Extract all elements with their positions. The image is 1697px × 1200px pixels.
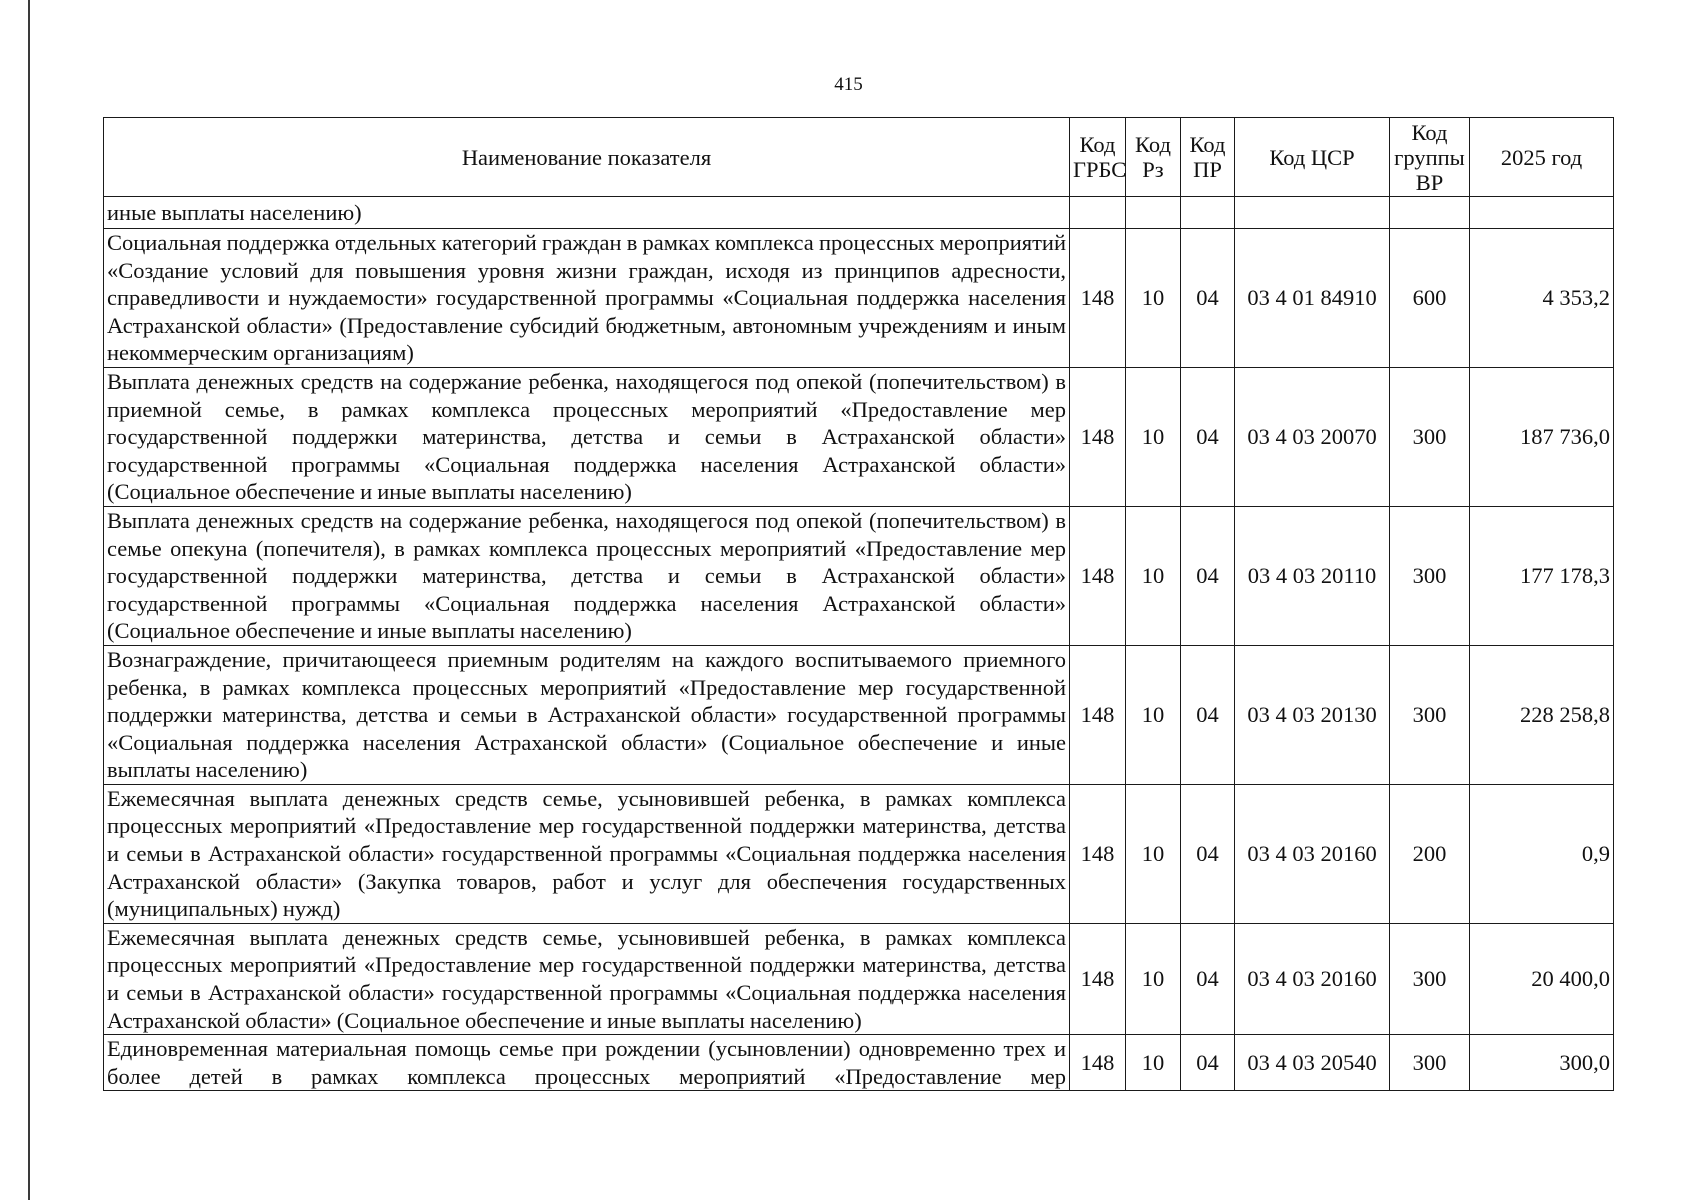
- cell-grbs: 148: [1070, 1035, 1126, 1091]
- cell-amount: 0,9: [1470, 784, 1614, 923]
- cell-name: Ежемесячная выплата денежных средств семье, усыновившей ребенка, в рамках комплекса процессных мероприятий «Предоставление мер государственной поддержки материнства, детства и семьи в Астраханской области» государственной программы «Социальная поддержка населения Астраханской области» (Закупка товаров, работ и услуг для обеспечения государственных (муниципальных) нужд): [104, 784, 1070, 923]
- cell-pr: [1181, 197, 1235, 229]
- cell-rz: 10: [1126, 784, 1181, 923]
- table-row: [104, 1035, 1614, 1091]
- table-row: [104, 784, 1614, 923]
- cell-csr: 03 4 03 20130: [1235, 645, 1390, 784]
- cell-csr: 03 4 03 20160: [1235, 923, 1390, 1034]
- header-vr: Код группы ВР: [1390, 118, 1470, 197]
- table-body: [104, 197, 1614, 1091]
- header-year: 2025 год: [1470, 118, 1614, 197]
- cell-rz: 10: [1126, 367, 1181, 506]
- cell-pr: 04: [1181, 645, 1235, 784]
- cell-vr: [1390, 197, 1470, 229]
- cell-vr: 300: [1390, 923, 1470, 1034]
- cell-grbs: [1070, 197, 1126, 229]
- cell-amount: 177 178,3: [1470, 506, 1614, 645]
- cell-vr: 300: [1390, 645, 1470, 784]
- cell-grbs: 148: [1070, 645, 1126, 784]
- table-row: [104, 367, 1614, 506]
- cell-rz: 10: [1126, 923, 1181, 1034]
- header-rz: Код Рз: [1126, 118, 1181, 197]
- cell-vr: 600: [1390, 229, 1470, 368]
- cell-grbs: 148: [1070, 229, 1126, 368]
- table-header-row: [104, 118, 1614, 197]
- cell-pr: 04: [1181, 784, 1235, 923]
- cell-name: Выплата денежных средств на содержание ребенка, находящегося под опекой (попечительством) в семье опекуна (попечителя), в рамках комплекса процессных мероприятий «Предоставление мер государственной поддержки материнства, детства и семьи в Астраханской области» государственной программы «Социальная поддержка населения Астраханской области» (Социальное обеспечение и иные выплаты населению): [104, 506, 1070, 645]
- budget-table: [103, 117, 1614, 1091]
- cell-csr: 03 4 01 84910: [1235, 229, 1390, 368]
- cell-csr: 03 4 03 20160: [1235, 784, 1390, 923]
- cell-vr: 300: [1390, 1035, 1470, 1091]
- header-grbs: Код ГРБС: [1070, 118, 1126, 197]
- cell-csr: 03 4 03 20070: [1235, 367, 1390, 506]
- table-row: [104, 197, 1614, 229]
- header-pr: Код ПР: [1181, 118, 1235, 197]
- cell-name: Единовременная материальная помощь семье при рождении (усыновлении) одновременно трех и более детей в рамках комплекса процессных мероприятий «Предоставление мер: [104, 1035, 1070, 1091]
- cell-rz: 10: [1126, 229, 1181, 368]
- cell-pr: 04: [1181, 229, 1235, 368]
- cell-amount: 228 258,8: [1470, 645, 1614, 784]
- cell-rz: 10: [1126, 1035, 1181, 1091]
- cell-rz: [1126, 197, 1181, 229]
- cell-rz: 10: [1126, 506, 1181, 645]
- cell-csr: 03 4 03 20540: [1235, 1035, 1390, 1091]
- table-row: [104, 645, 1614, 784]
- cell-pr: 04: [1181, 923, 1235, 1034]
- cell-vr: 300: [1390, 506, 1470, 645]
- cell-amount: 300,0: [1470, 1035, 1614, 1091]
- cell-csr: 03 4 03 20110: [1235, 506, 1390, 645]
- cell-rz: 10: [1126, 645, 1181, 784]
- cell-name: иные выплаты населению): [104, 197, 1070, 229]
- cell-name: Социальная поддержка отдельных категорий граждан в рамках комплекса процессных мероприятий «Создание условий для повышения уровня жизни граждан, исходя из принципов адресности, справедливости и нуждаемости» государственной программы «Социальная поддержка населения Астраханской области» (Предоставление субсидий бюджетным, автономным учреждениям и иным некоммерческим организациям): [104, 229, 1070, 368]
- page-binding-line: [28, 0, 30, 1200]
- cell-grbs: 148: [1070, 784, 1126, 923]
- cell-pr: 04: [1181, 506, 1235, 645]
- header-csr: Код ЦСР: [1235, 118, 1390, 197]
- table-row: [104, 923, 1614, 1034]
- cell-grbs: 148: [1070, 506, 1126, 645]
- cell-amount: 4 353,2: [1470, 229, 1614, 368]
- table-row: [104, 506, 1614, 645]
- cell-name: Вознаграждение, причитающееся приемным родителям на каждого воспитываемого приемного ребенка, в рамках комплекса процессных мероприятий «Предоставление мер государственной поддержки материнства, детства и семьи в Астраханской области» государственной программы «Социальная поддержка населения Астраханской области» (Социальное обеспечение и иные выплаты населению): [104, 645, 1070, 784]
- cell-vr: 200: [1390, 784, 1470, 923]
- cell-pr: 04: [1181, 367, 1235, 506]
- cell-pr: 04: [1181, 1035, 1235, 1091]
- cell-grbs: 148: [1070, 367, 1126, 506]
- cell-amount: 20 400,0: [1470, 923, 1614, 1034]
- header-name: Наименование показателя: [104, 118, 1070, 197]
- cell-amount: 187 736,0: [1470, 367, 1614, 506]
- table-row: [104, 229, 1614, 368]
- cell-amount: [1470, 197, 1614, 229]
- page-number: 415: [834, 74, 863, 95]
- cell-name: Выплата денежных средств на содержание ребенка, находящегося под опекой (попечительством) в приемной семье, в рамках комплекса процессных мероприятий «Предоставление мер государственной поддержки материнства, детства и семьи в Астраханской области» государственной программы «Социальная поддержка населения Астраханской области» (Социальное обеспечение и иные выплаты населению): [104, 367, 1070, 506]
- cell-grbs: 148: [1070, 923, 1126, 1034]
- cell-vr: 300: [1390, 367, 1470, 506]
- cell-name: Ежемесячная выплата денежных средств семье, усыновившей ребенка, в рамках комплекса процессных мероприятий «Предоставление мер государственной поддержки материнства, детства и семьи в Астраханской области» государственной программы «Социальная поддержка населения Астраханской области» (Социальное обеспечение и иные выплаты населению): [104, 923, 1070, 1034]
- cell-csr: [1235, 197, 1390, 229]
